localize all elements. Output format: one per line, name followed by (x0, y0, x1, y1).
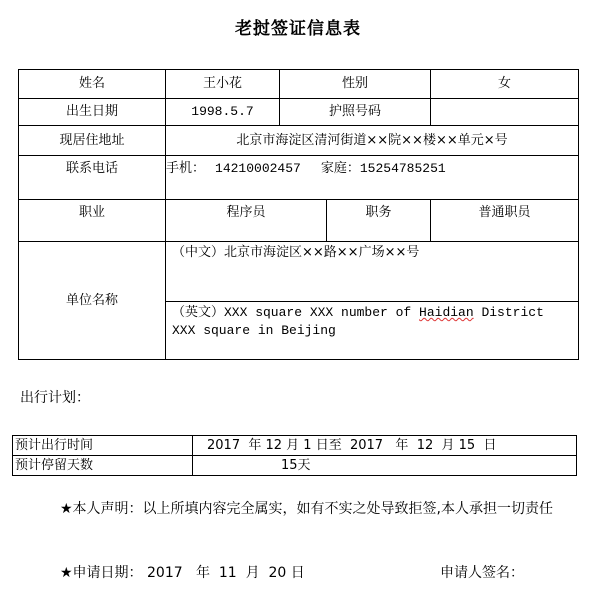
stay-label: 预计停留天数 (13, 456, 193, 476)
employer-label: 单位名称 (19, 242, 166, 360)
departure-value: 2017 年 12 月 1 日至 2017 年 12 月 15 日 (193, 436, 577, 456)
position-label: 职务 (327, 200, 431, 242)
signature-label: 申请人签名： (440, 565, 524, 581)
name-value: 王小花 (166, 70, 280, 99)
declaration: ★本人声明：以上所填内容完全属实，如有不实之处导致拒签,本人承担一切责任 (60, 501, 553, 517)
plan-table (12, 435, 577, 476)
position-value: 普通职员 (431, 200, 579, 242)
plan-label: 出行计划： (20, 390, 90, 406)
passport-label: 护照号码 (280, 99, 431, 126)
application-date: ★申请日期： 2017 年 11 月 20 日 (60, 565, 305, 581)
birth-label: 出生日期 (19, 99, 166, 126)
phone-cell (166, 156, 579, 200)
stay-value: 15天 (193, 456, 577, 476)
employer-en-rest: District XXX square in Beijing (172, 305, 544, 338)
employer-en-misspelled: Haidian (419, 305, 474, 320)
gender-value: 女 (431, 70, 579, 99)
birth-value: 1998.5.7 (166, 99, 280, 126)
mobile-value: 14210002457 (215, 161, 301, 176)
home-value: 15254785251 (359, 161, 446, 176)
job-value: 程序员 (166, 200, 327, 242)
home-label: 家庭： (320, 161, 360, 176)
employer-cn: （中文）北京市海淀区××路××广场××号 (166, 242, 579, 302)
job-label: 职业 (19, 200, 166, 242)
employer-en (166, 302, 579, 360)
info-table (18, 69, 579, 360)
passport-value (431, 99, 579, 126)
gender-label: 性别 (280, 70, 431, 99)
form-title: 老挝签证信息表 (235, 19, 361, 39)
address-value: 北京市海淀区清河街道××院××楼××单元×号 (166, 126, 579, 156)
phone-label: 联系电话 (19, 156, 166, 200)
address-label: 现居住地址 (19, 126, 166, 156)
employer-en-prefix: （英文）XXX square XXX number of (172, 305, 420, 320)
mobile-label: 手机： (166, 161, 206, 176)
departure-label: 预计出行时间 (13, 436, 193, 456)
name-label: 姓名 (19, 70, 166, 99)
